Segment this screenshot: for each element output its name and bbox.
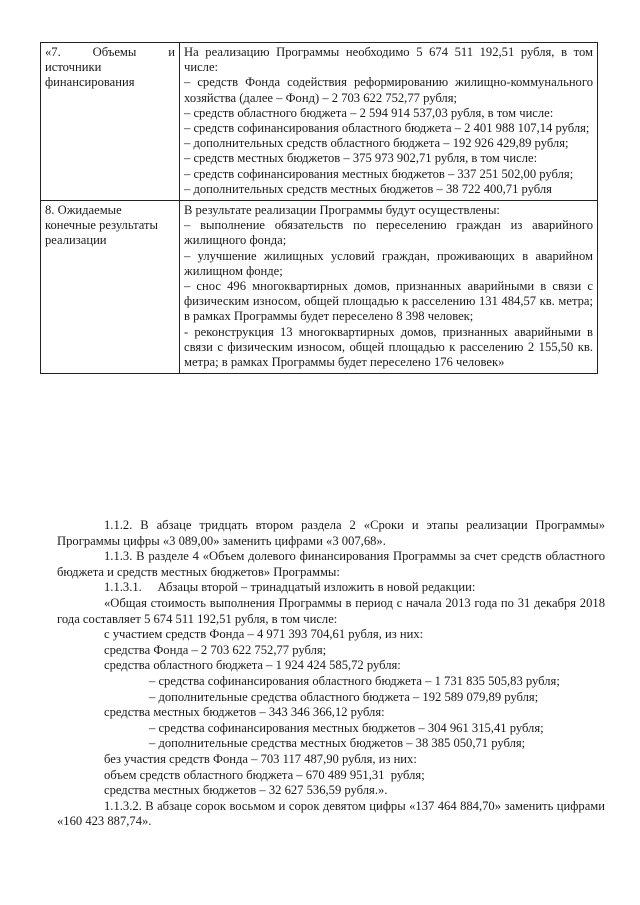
row-label-results: 8. Ожидаемые конечные результаты реализации	[41, 201, 180, 374]
quote-local-means: средства местных бюджетов – 32 627 536,59 рубля.».	[104, 783, 388, 798]
result-line: – выполнение обязательств по переселению граждан из аварийного жилищного фонда;	[184, 218, 593, 248]
quote-regional-additional: – дополнительные средства областного бюджета – 192 589 079,89 рубля;	[149, 689, 539, 704]
financing-line: – средств местных бюджетов – 375 973 902,71 рубля, в том числе:	[184, 151, 538, 166]
program-passport-table	[40, 42, 598, 374]
quote-regional-volume: объем средств областного бюджета – 670 489 951,31 рубля;	[104, 767, 425, 782]
quote-total-cost: «Общая стоимость выполнения Программы в период с начала 2013 года по 31 декабря 2018 года составляет 5 674 511 192,51 рубля, в том числе:	[57, 595, 605, 626]
financing-line: – дополнительных средств местных бюджетов – 38 722 400,71 рубля	[184, 181, 552, 196]
quote-local-budgets: средства местных бюджетов – 343 346 366,12 рубля:	[104, 705, 385, 720]
financing-line: – дополнительных средств областного бюджета – 192 926 429,89 рубля;	[184, 136, 569, 151]
amendment-text	[57, 518, 605, 830]
quote-with-fund: с участием средств Фонда – 4 971 393 704,61 рубля, из них:	[104, 627, 424, 642]
result-line: – снос 496 многоквартирных домов, признанных аварийными в связи с физическим износом, общей площадью к расселению 131 484,57 кв. метра; в рамках Программы будет переселено 8 398 человек;	[184, 279, 593, 324]
row-label-financing: «7. Объемы и источники финансирования	[41, 43, 180, 201]
financing-line: – средств софинансирования областного бюджета – 2 401 988 107,14 рубля;	[184, 121, 590, 136]
result-line: В результате реализации Программы будут осуществлены:	[184, 203, 500, 218]
result-line: - реконструкция 13 многоквартирных домов, признанных аварийными в связи с физическим износом, общей площадью к расселению 2 155,50 кв. метра; в рамках Программы будет переселено 176 человек»	[184, 324, 593, 370]
table-row	[41, 201, 598, 374]
paragraph-1-1-3-2: 1.1.3.2. В абзаце сорок восьмом и сорок девятом цифры «137 464 884,70» заменить цифрами «160 423 887,74».	[57, 798, 605, 829]
financing-line: – средств Фонда содействия реформированию жилищно-коммунального хозяйства (далее – Фонд) – 2 703 622 752,77 рубля;	[184, 75, 593, 105]
financing-line: – средств софинансирования местных бюджетов – 337 251 502,00 рубля;	[184, 166, 574, 181]
quote-regional-budget: средства областного бюджета – 1 924 424 585,72 рубля:	[104, 658, 401, 673]
row-value-results	[180, 201, 598, 374]
quote-local-cofinancing: – средства софинансирования местных бюджетов – 304 961 315,41 рубля;	[149, 720, 544, 735]
quote-local-additional: – дополнительные средства местных бюджетов – 38 385 050,71 рубля;	[149, 736, 526, 751]
financing-line: – средств областного бюджета – 2 594 914 537,03 рубля, в том числе:	[184, 105, 554, 120]
quote-without-fund: без участия средств Фонда – 703 117 487,90 рубля, из них:	[104, 751, 417, 766]
table-row	[41, 43, 598, 201]
paragraph-1-1-3: 1.1.3. В разделе 4 «Объем долевого финансирования Программы за счет средств областного бюджета и средств местных бюджетов» Программы:	[57, 549, 605, 579]
quote-regional-cofinancing: – средства софинансирования областного бюджета – 1 731 835 505,83 рубля;	[149, 673, 560, 688]
row-value-financing	[180, 43, 598, 201]
paragraph-1-1-3-1: 1.1.3.1. Абзацы второй – тринадцатый изложить в новой редакции:	[104, 580, 476, 595]
paragraph-1-1-2: 1.1.2. В абзаце тридцать втором раздела 2 «Сроки и этапы реализации Программы» Программы цифры «3 089,00» заменить цифрами «3 007,68».	[57, 518, 605, 548]
quote-fund-means: средства Фонда – 2 703 622 752,77 рубля;	[104, 642, 327, 657]
result-line: – улучшение жилищных условий граждан, проживающих в аварийном жилищном фонде;	[184, 248, 593, 278]
financing-line: На реализацию Программы необходимо 5 674 511 192,51 рубля, в том числе:	[184, 45, 593, 75]
